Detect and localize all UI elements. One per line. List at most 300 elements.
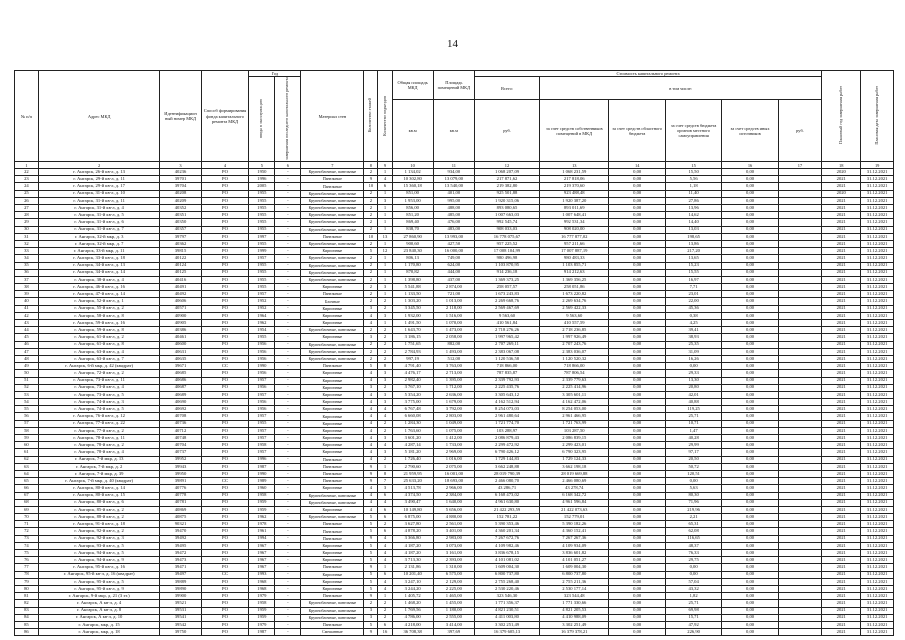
- table-cell: 70: [15, 514, 39, 521]
- table-cell: 1952: [249, 305, 275, 312]
- table-cell: 4,25: [665, 320, 721, 327]
- table-cell: Панельные: [301, 363, 364, 370]
- table-cell: 1 310,00: [433, 564, 474, 571]
- table-cell: 1: [378, 262, 392, 269]
- table-cell: 2021: [822, 470, 861, 477]
- table-cell: 45: [15, 334, 39, 341]
- table-cell: 13,65: [665, 255, 721, 262]
- table-cell-empty: [778, 528, 821, 535]
- table-cell: 219 382,80: [474, 183, 539, 190]
- table-cell: 6: [378, 528, 392, 535]
- table-cell: 3: [364, 614, 378, 621]
- table-cell: 31.12.2021: [861, 420, 894, 427]
- table-cell: 0,00: [722, 550, 778, 557]
- table-cell: 1 468,20: [392, 600, 433, 607]
- table-cell: 1997: [249, 233, 275, 240]
- table-cell: 31.12.2021: [861, 327, 894, 334]
- table-cell: 1 609 004,30: [474, 564, 539, 571]
- table-cell-empty: [778, 449, 821, 456]
- table-cell: 27 860,90: [392, 233, 433, 240]
- table-cell: 2 707 243,76: [540, 341, 609, 348]
- table-row: [15, 262, 894, 269]
- table-cell: 40357: [160, 226, 201, 233]
- table-cell: Кирпичные: [301, 542, 364, 549]
- table-cell: 31.12.2021: [861, 521, 894, 528]
- table-cell: 0,00: [722, 334, 778, 341]
- table-cell: -: [275, 370, 301, 377]
- table-cell: 476,00: [433, 219, 474, 226]
- table-cell: РО: [201, 205, 249, 212]
- table-cell: 29,99: [665, 442, 721, 449]
- table-cell: 7 267 672,76: [474, 535, 539, 542]
- table-cell: Крупноблочные, панельные: [301, 197, 364, 204]
- table-cell: 1954: [249, 327, 275, 334]
- table-cell: РО: [201, 514, 249, 521]
- table-cell: Панельные: [301, 478, 364, 485]
- table-cell-empty: [778, 291, 821, 298]
- table-cell: 992 531,34: [540, 219, 609, 226]
- table-cell: г. Ангарск, 74-й кв-л, д. 5: [38, 406, 160, 413]
- table-cell: 2: [364, 197, 378, 204]
- table-cell: 1: [378, 205, 392, 212]
- table-cell: 63: [15, 463, 39, 470]
- table-cell: 40416: [160, 276, 201, 283]
- table-cell: 4 109 934,09: [540, 542, 609, 549]
- table-cell: 31.12.2021: [861, 614, 894, 621]
- table-cell: 6 660,08: [392, 413, 433, 420]
- table-cell: г. Ангарск, 26-й кв-л, д. 13: [38, 169, 160, 176]
- column-number: 14: [609, 162, 665, 169]
- table-cell: 2021: [822, 305, 861, 312]
- table-cell: 40122: [160, 255, 201, 262]
- table-cell-empty: [778, 212, 821, 219]
- table-cell: 0,00: [722, 197, 778, 204]
- table-cell: 0,00: [722, 514, 778, 521]
- table-cell: 78: [15, 571, 39, 578]
- table-cell: -: [275, 435, 301, 442]
- table-cell: 1 075,00: [433, 427, 474, 434]
- table-cell: 10 149,80: [392, 506, 433, 513]
- header-completion-date: Плановая дата завершения работ: [861, 71, 894, 162]
- table-cell: 10: [364, 233, 378, 240]
- table-cell: 2 383 067,08: [474, 348, 539, 355]
- table-cell: СС: [201, 478, 249, 485]
- table-cell: Кирпичные: [301, 312, 364, 319]
- table-row: [15, 413, 894, 420]
- table-cell: 1 751,65: [392, 341, 433, 348]
- table-cell: г. Ангарск, 7-й мкр, д. 39: [38, 470, 160, 477]
- table-cell: 0,00: [609, 514, 665, 521]
- table-cell: 1958: [249, 492, 275, 499]
- table-cell: 2: [378, 327, 392, 334]
- table-cell: 39492: [160, 535, 201, 542]
- table-cell: 8: [378, 363, 392, 370]
- column-number: 7: [301, 162, 364, 169]
- table-cell: 1990: [249, 363, 275, 370]
- table-cell: 36: [15, 269, 39, 276]
- table-cell: РО: [201, 621, 249, 628]
- table-row: [15, 233, 894, 240]
- table-cell: 40461: [160, 334, 201, 341]
- table-cell: -: [275, 506, 301, 513]
- table-cell: 2: [364, 262, 378, 269]
- table-cell: 0,00: [609, 535, 665, 542]
- table-cell: Кирпичные: [301, 370, 364, 377]
- table-cell: 3: [378, 284, 392, 291]
- table-cell: 3: [378, 370, 392, 377]
- table-cell: 1957: [249, 449, 275, 456]
- table-cell: 0,00: [609, 169, 665, 176]
- table-cell: 3 836 601,82: [540, 550, 609, 557]
- table-cell: 152 781,22: [474, 514, 539, 521]
- table-row: [15, 449, 894, 456]
- table-cell: 2021: [822, 341, 861, 348]
- table-cell: 4 821 205,53: [540, 607, 609, 614]
- table-cell: 0,00: [722, 442, 778, 449]
- table-cell: -: [275, 183, 301, 190]
- table-cell: 18 693,00: [433, 478, 474, 485]
- table-cell: 1 491,50: [392, 320, 433, 327]
- table-cell-empty: [778, 499, 821, 506]
- table-cell: 31.12.2021: [861, 406, 894, 413]
- table-cell: г. Ангарск, 94-й кв-л, д. 5: [38, 550, 160, 557]
- table-cell: 870,82: [392, 269, 433, 276]
- table-cell: 15,55: [665, 269, 721, 276]
- table-cell: 39704: [160, 183, 201, 190]
- table-cell: 4 878,20: [392, 528, 433, 535]
- table-cell: 4: [378, 499, 392, 506]
- table-cell: 39471: [160, 564, 201, 571]
- table-cell: РО: [201, 240, 249, 247]
- table-cell: -: [275, 485, 301, 492]
- table-cell: 1955: [249, 269, 275, 276]
- table-cell: Крупноблочные, панельные: [301, 348, 364, 355]
- table-cell: 10: [364, 183, 378, 190]
- table-cell: г. Ангарск, 31-й кв-л, д. 4: [38, 205, 160, 212]
- table-row: [15, 463, 894, 470]
- table-cell: 31.12.2021: [861, 629, 894, 636]
- table-cell: 2021: [822, 176, 861, 183]
- table-cell: 1 673 243,83: [474, 291, 539, 298]
- table-cell: 0,00: [609, 176, 665, 183]
- table-cell: 444,00: [433, 269, 474, 276]
- table-cell: 9 563,60: [540, 312, 609, 319]
- table-cell: г. Ангарск, 7-й мкр, д. 40 (квадрат): [38, 478, 160, 485]
- table-cell: 67: [15, 492, 39, 499]
- table-cell: 2021: [822, 320, 861, 327]
- table-cell: 60: [15, 442, 39, 449]
- table-cell: 1 729 144,83: [474, 456, 539, 463]
- table-cell: 2021: [822, 298, 861, 305]
- table-cell: 1999: [249, 248, 275, 255]
- table-cell-empty: [778, 442, 821, 449]
- table-cell: 1 007 663,03: [474, 212, 539, 219]
- header-cost-owners: за счет средств собственников помещений в МКД: [540, 100, 609, 162]
- table-cell: 410 557,59: [540, 320, 609, 327]
- table-cell: 0,00: [609, 621, 665, 628]
- table-cell: 1979: [249, 621, 275, 628]
- table-cell: 6: [378, 492, 392, 499]
- table-cell-empty: [778, 262, 821, 269]
- table-cell: 4: [364, 413, 378, 420]
- table-cell: 0,00: [609, 420, 665, 427]
- table-cell: 2: [378, 341, 392, 348]
- table-cell: 2021: [822, 233, 861, 240]
- table-cell: 5: [364, 585, 378, 592]
- table-row: [15, 197, 894, 204]
- column-number: 16: [722, 162, 778, 169]
- table-cell: 1957: [249, 255, 275, 262]
- table-cell: 2: [364, 169, 378, 176]
- table-cell: 0,00: [609, 276, 665, 283]
- table-cell-empty: [778, 190, 821, 197]
- table-cell: 74: [15, 542, 39, 549]
- table-cell: 1 679,00: [433, 399, 474, 406]
- table-cell: 48,37: [665, 542, 721, 549]
- table-cell: 44: [15, 327, 39, 334]
- table-cell: 0,00: [609, 435, 665, 442]
- table-cell: 1 395,00: [433, 377, 474, 384]
- table-row: [15, 205, 894, 212]
- table-cell: 83: [15, 607, 39, 614]
- repair-register-table: [14, 70, 894, 636]
- table-cell: 2 530 177,14: [540, 585, 609, 592]
- table-cell: 0,00: [609, 341, 665, 348]
- table-cell-empty: [778, 305, 821, 312]
- table-cell: 2021: [822, 435, 861, 442]
- table-cell: 4: [378, 557, 392, 564]
- table-cell: 1 180,00: [433, 607, 474, 614]
- table-cell: 37: [15, 276, 39, 283]
- table-cell: 2021: [822, 506, 861, 513]
- table-cell: 4: [364, 427, 378, 434]
- table-cell: 0,00: [609, 197, 665, 204]
- table-cell: 31.12.2021: [861, 478, 894, 485]
- table-cell: 1959: [249, 499, 275, 506]
- table-cell: 40875: [160, 514, 201, 521]
- table-cell: 1: [378, 291, 392, 298]
- table-cell: 914 212,63: [540, 269, 609, 276]
- table-cell: 6 790 426,12: [474, 449, 539, 456]
- table-cell: РО: [201, 399, 249, 406]
- table-cell: 397,69: [433, 629, 474, 636]
- table-cell: 9: [364, 478, 378, 485]
- table-cell: Крупноблочные, панельные: [301, 499, 364, 506]
- table-cell: 1 016,00: [433, 456, 474, 463]
- table-cell: РО: [201, 226, 249, 233]
- table-cell: 1964: [249, 312, 275, 319]
- table-cell: 1955: [249, 420, 275, 427]
- table-cell: 1959: [249, 607, 275, 614]
- table-cell: 1 733,00: [433, 442, 474, 449]
- table-cell: 1 997 965,42: [474, 334, 539, 341]
- table-row: [15, 571, 894, 578]
- table-cell: 3 305 601,11: [540, 391, 609, 398]
- table-cell: -: [275, 363, 301, 370]
- table-cell: 1996: [249, 176, 275, 183]
- table-cell: 2021: [822, 449, 861, 456]
- table-row: [15, 377, 894, 384]
- table-cell: РО: [201, 485, 249, 492]
- table-cell: 2021: [822, 621, 861, 628]
- table-cell: 31.12.2021: [861, 399, 894, 406]
- table-cell: РО: [201, 564, 249, 571]
- table-cell: 4 287,14: [392, 442, 433, 449]
- table-cell: 31.12.2021: [861, 276, 894, 283]
- table-cell: 488,00: [433, 205, 474, 212]
- table-cell: 3 713,30: [392, 557, 433, 564]
- table-cell: 34: [15, 255, 39, 262]
- table-cell: 5,63: [665, 485, 721, 492]
- table-cell: 79: [15, 578, 39, 585]
- table-cell: г. Ангарск, 95-й кв-л, д. 16: [38, 564, 160, 571]
- table-cell-empty: [778, 571, 821, 578]
- table-cell: 512,00: [433, 355, 474, 362]
- table-cell: г. Ангарск, мкр, д. 18: [38, 629, 160, 636]
- table-cell: 2 058,00: [433, 334, 474, 341]
- table-cell: РО: [201, 169, 249, 176]
- table-cell: 7,71: [665, 284, 721, 291]
- table-cell: 31.12.2021: [861, 384, 894, 391]
- table-cell: 39750: [160, 629, 201, 636]
- table-cell: 27,86: [665, 197, 721, 204]
- table-cell: 1955: [249, 212, 275, 219]
- table-cell: 0,00: [609, 327, 665, 334]
- table-cell: 893 080,65: [474, 205, 539, 212]
- table-cell: РО: [201, 499, 249, 506]
- table-cell: РО: [201, 255, 249, 262]
- table-cell: Кирпичные: [301, 284, 364, 291]
- table-cell: 17 008 104,99: [474, 248, 539, 255]
- table-cell: СС: [201, 363, 249, 370]
- table-cell: РО: [201, 391, 249, 398]
- table-row: [15, 391, 894, 398]
- table-cell: 28: [15, 212, 39, 219]
- table-cell-empty: [778, 463, 821, 470]
- table-cell: Панельные: [301, 456, 364, 463]
- table-cell: 0,00: [722, 535, 778, 542]
- table-cell-empty: [778, 470, 821, 477]
- table-cell: 3: [378, 485, 392, 492]
- table-cell: 31.12.2021: [861, 233, 894, 240]
- table-cell: Кирпичные: [301, 384, 364, 391]
- column-number: 18: [822, 162, 861, 169]
- table-cell: -: [275, 463, 301, 470]
- table-cell: 1 170,80: [392, 262, 433, 269]
- table-row: [15, 248, 894, 255]
- table-cell: 72: [15, 528, 39, 535]
- table-cell: 4 109 982,46: [474, 542, 539, 549]
- table-cell: 8 254 073,03: [474, 406, 539, 413]
- table-cell: РО: [201, 248, 249, 255]
- column-number: 8: [364, 162, 378, 169]
- table-cell: 1: [378, 255, 392, 262]
- table-cell: 2021: [822, 391, 861, 398]
- table-cell: 2021: [822, 363, 861, 370]
- table-cell: 13 079,00: [433, 176, 474, 183]
- table-row: [15, 169, 894, 176]
- table-row: [15, 528, 894, 535]
- table-row: [15, 348, 894, 355]
- table-cell: г. Ангарск, 63-й кв-л, д. 7: [38, 355, 160, 362]
- table-cell: 31.12.2021: [861, 248, 894, 255]
- table-cell-empty: [778, 535, 821, 542]
- table-cell: Кирпичные: [301, 585, 364, 592]
- table-cell-empty: [778, 298, 821, 305]
- table-cell: 31.12.2021: [861, 226, 894, 233]
- table-cell: 40778: [160, 492, 201, 499]
- table-cell: 0,00: [722, 506, 778, 513]
- table-cell: 1956: [249, 355, 275, 362]
- table-cell: 2: [378, 348, 392, 355]
- table-cell: Крупноблочные, панельные: [301, 262, 364, 269]
- table-cell: 427,50: [433, 240, 474, 247]
- header-cost-local: за счет средств бюджета органов местного самоуправления: [665, 100, 721, 162]
- table-cell: 31.12.2021: [861, 212, 894, 219]
- table-cell: 40704: [160, 442, 201, 449]
- table-row: [15, 334, 894, 341]
- table-cell: г. Ангарск, 92-й кв-л, д. 3: [38, 535, 160, 542]
- table-cell: 2020: [822, 169, 861, 176]
- table-cell: 0,00: [609, 499, 665, 506]
- table-cell: 6: [378, 183, 392, 190]
- table-cell: г. Ангарск, 78-й кв-л, д. 11: [38, 435, 160, 442]
- table-cell: -: [275, 564, 301, 571]
- table-cell: 4 513,78: [392, 485, 433, 492]
- table-cell: 0,00: [609, 226, 665, 233]
- table-cell: 1 068 231,59: [540, 169, 609, 176]
- table-cell: Крупноблочные, панельные: [301, 219, 364, 226]
- table-row: [15, 355, 894, 362]
- table-cell: 31.12.2021: [861, 442, 894, 449]
- table-cell: 2 339 779,63: [540, 377, 609, 384]
- table-cell: 0,00: [609, 614, 665, 621]
- table-row: [15, 327, 894, 334]
- column-number: 19: [861, 162, 894, 169]
- table-cell: 0,00: [722, 578, 778, 585]
- table-cell: 2021: [822, 276, 861, 283]
- table-cell: РО: [201, 550, 249, 557]
- table-cell: 30: [15, 226, 39, 233]
- table-cell: 65,31: [665, 521, 721, 528]
- header-wall-material: Материал стен: [301, 71, 364, 162]
- table-cell-empty: [778, 485, 821, 492]
- table-cell: 718 866,00: [540, 363, 609, 370]
- table-cell: 40736: [160, 420, 201, 427]
- table-cell: 31.12.2021: [861, 305, 894, 312]
- table-cell: РО: [201, 284, 249, 291]
- table-cell: 1: [378, 320, 392, 327]
- table-cell: 0,00: [609, 578, 665, 585]
- table-cell: 2 569 467,69: [474, 305, 539, 312]
- table-cell-empty: [778, 276, 821, 283]
- table-cell: -: [275, 499, 301, 506]
- table-cell: РО: [201, 413, 249, 420]
- table-cell: 6 575,00: [433, 571, 474, 578]
- table-cell: г. Ангарск, 63-й кв-л, д. 4: [38, 348, 160, 355]
- table-row: [15, 499, 894, 506]
- table-cell: 2021: [822, 607, 861, 614]
- table-cell: 1: [378, 219, 392, 226]
- table-cell: 1955: [249, 284, 275, 291]
- table-cell: 1: [378, 269, 392, 276]
- table-cell: 3 414,00: [433, 621, 474, 628]
- table-row: [15, 485, 894, 492]
- table-cell: РО: [201, 312, 249, 319]
- table-row: [15, 305, 894, 312]
- table-cell: 40687: [160, 384, 201, 391]
- table-cell: 2021: [822, 420, 861, 427]
